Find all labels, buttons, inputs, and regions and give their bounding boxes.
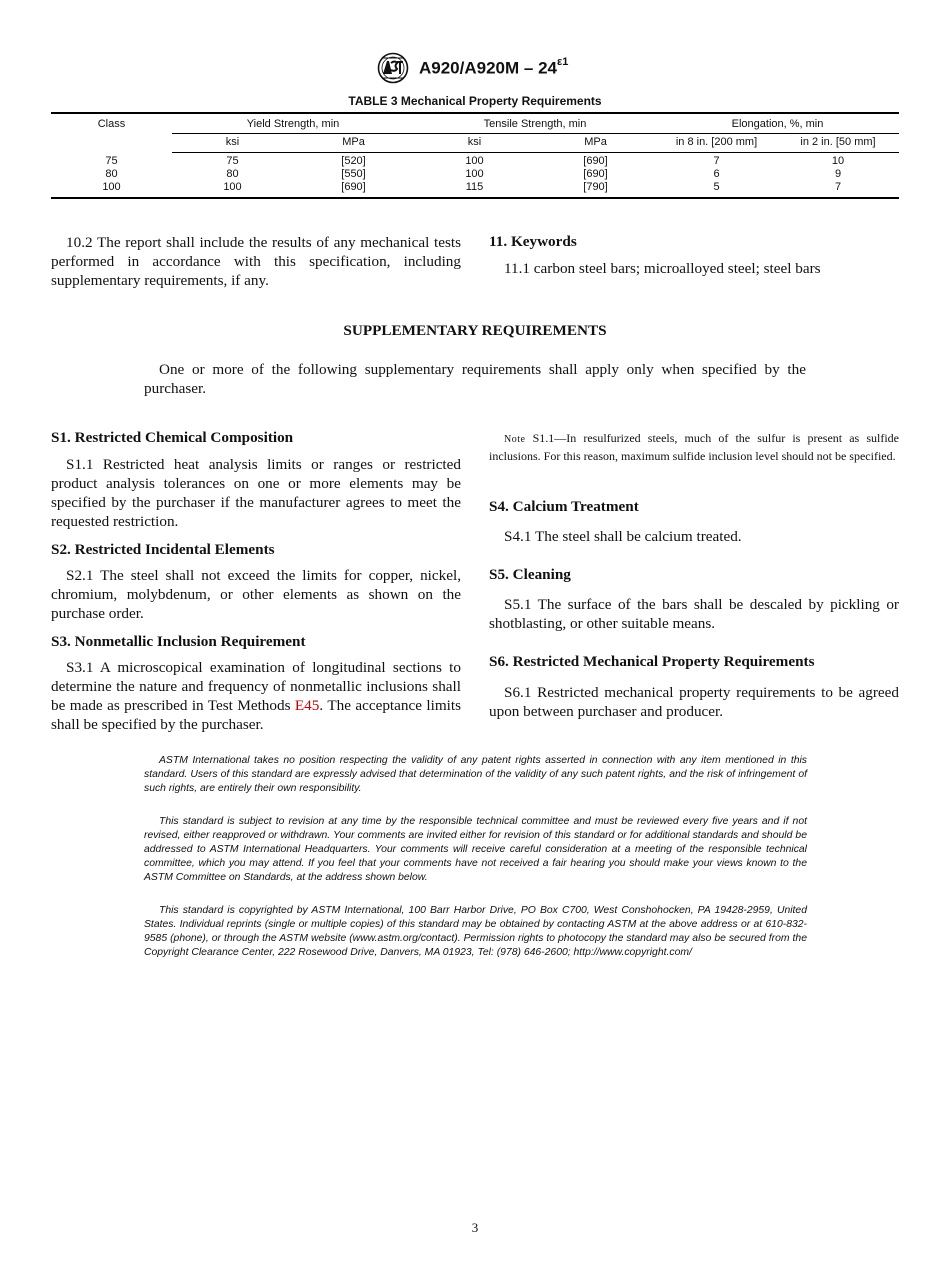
edition-superscript: ε1 [556, 56, 569, 68]
table-subheader: ksi [172, 134, 293, 153]
paragraph-s6-1: S6.1 Restricted mechanical property requirements to be agreed upon between purchaser and producer. [489, 684, 899, 720]
table-cell: [550] [341, 168, 366, 180]
table-cell: 100 [51, 181, 172, 198]
paragraph-s3-1-text-end: . The acceptance limits shall be specified by the purchaser. [51, 697, 461, 733]
table-cell: [690] [293, 181, 414, 198]
table-cell: 75 [226, 155, 239, 167]
heading-s2: S2. Restricted Incidental Elements [51, 541, 275, 558]
table-header-class: Class [51, 113, 172, 153]
note-label: Note [504, 434, 526, 445]
table-cell: 115 [414, 181, 535, 198]
paragraph-11-1: 11.1 carbon steel bars; microalloyed steel; steel bars [504, 260, 821, 277]
table-group-yield: Yield Strength, min [172, 113, 414, 134]
table-subheader: MPa [535, 134, 656, 153]
test-method-e45-link[interactable]: E45 [294, 697, 320, 714]
legal-copyright-notice: This standard is copyrighted by ASTM International, 100 Barr Harbor Drive, PO Box C700, West Conshohocken, PA 19428-2959, United States. Individual reprints (single or multiple copies) of this standard may be obtained by contacting ASTM at the above address or at 610-832-9585 (phone), or through the ASTM website (www.astm.org/contact). Permission rights to photocopy the standard may also be secured from the Copyright Clearance Center, 222 Rosewood Drive, Danvers, MA 01923, Tel: (978) 646-2600; http://www.copyright.com/ [144, 905, 807, 958]
table-caption: TABLE 3 Mechanical Property Requirements [348, 94, 602, 108]
heading-s1: S1. Restricted Chemical Composition [51, 429, 294, 446]
paragraph-s1-1: S1.1 Restricted heat analysis limits or ranges or restricted product analysis tolerances on one or more elements may be specified by the purchaser if the manufacturer agrees to meet the requested restriction. [51, 456, 461, 530]
paragraph-s4-1: S4.1 The steel shall be calcium treated. [504, 528, 742, 545]
table-cell: [790] [535, 181, 656, 198]
table-cell: 75 [105, 154, 118, 167]
table-cell: 80 [226, 168, 239, 180]
heading-s6: S6. Restricted Mechanical Property Requirements [489, 653, 815, 670]
page-number: 3 [471, 1220, 479, 1235]
heading-s4: S4. Calcium Treatment [489, 498, 639, 515]
page-header [0, 52, 950, 86]
table-cell: 7 [713, 155, 720, 167]
table-subheader: MPa [293, 134, 414, 153]
table-cell: 100 [172, 181, 293, 198]
table-cell: [690] [583, 155, 608, 167]
table-cell: 10 [831, 155, 845, 167]
heading-s5: S5. Cleaning [489, 566, 571, 583]
paragraph-s2-1: S2.1 The steel shall not exceed the limits for copper, nickel, chromium, molybdenum, or other elements as shown on the purchase order. [51, 567, 461, 622]
legal-patent-notice: ASTM International takes no position respecting the validity of any patent rights asserted in connection with any item mentioned in this standard. Users of this standard are expressly advised that determination of the validity of any such patent rights, and the risk of infringement of such rights, are entirely their own responsibility. [144, 755, 807, 794]
mechanical-property-table [51, 112, 899, 199]
table-cell: 100 [465, 168, 484, 180]
table-subheader: ksi [414, 134, 535, 153]
paragraph-s5-1: S5.1 The surface of the bars shall be descaled by pickling or shotblasting, or other suitable means. [489, 596, 899, 632]
note-s1-1 [489, 430, 899, 464]
supplementary-title: SUPPLEMENTARY REQUIREMENTS [343, 322, 607, 339]
paragraph-s3-1-text: S3.1 A microscopical examination of longitudinal sections to determine the nature and frequency of nonmetallic inclusions shall be made as prescribed in Test Methods [51, 659, 461, 714]
table-row [51, 168, 899, 181]
note-text: S1.1—In resulfurized steels, much of the sulfur is present as sulfide inclusions. For this reason, maximum sulfide inclusion level should not be specified. [489, 431, 899, 463]
legal-revision-notice: This standard is subject to revision at any time by the responsible technical committee and must be reviewed every five years and if not revised, either reapproved or withdrawn. Your comments are invited either for revision of this standard or for additional standards and should be addressed to ASTM International Headquarters. Your comments will receive careful consideration at a meeting of the responsible technical committee, which you may attend. If you feel that your comments have not received a fair hearing you should make your views known to the ASTM Committee on Standards, at the address shown below. [144, 816, 807, 883]
table-row [51, 153, 899, 169]
table-cell: 6 [713, 168, 720, 180]
table-subheader: in 8 in. [200 mm] [656, 134, 777, 153]
table-group-tensile: Tensile Strength, min [414, 113, 656, 134]
heading-s3: S3. Nonmetallic Inclusion Requirement [51, 633, 306, 650]
table-cell: [520] [341, 155, 366, 167]
table-cell: 5 [656, 181, 777, 198]
table-cell: [690] [583, 168, 608, 180]
table-cell: 100 [465, 155, 484, 167]
supplementary-intro: One or more of the following supplementary requirements shall apply only when specified by the purchaser. [144, 361, 806, 397]
table-subheader: in 2 in. [50 mm] [777, 134, 899, 153]
table-cell: 80 [105, 168, 118, 180]
table-row [51, 181, 899, 198]
heading-keywords: 11. Keywords [489, 233, 577, 250]
table-cell: 9 [834, 168, 842, 180]
astm-logo-icon [374, 52, 412, 84]
paragraph-10-2: 10.2 The report shall include the results of any mechanical tests performed in accordance with this specification, including supplementary requirements, if any. [51, 234, 461, 289]
document-title: $A920/A920M - 24^{\varepsilon 1}$ [419, 56, 569, 78]
table-group-elongation: Elongation, %, min [656, 113, 899, 134]
table-cell: 7 [777, 181, 899, 198]
paragraph-s3-1 [51, 658, 461, 734]
